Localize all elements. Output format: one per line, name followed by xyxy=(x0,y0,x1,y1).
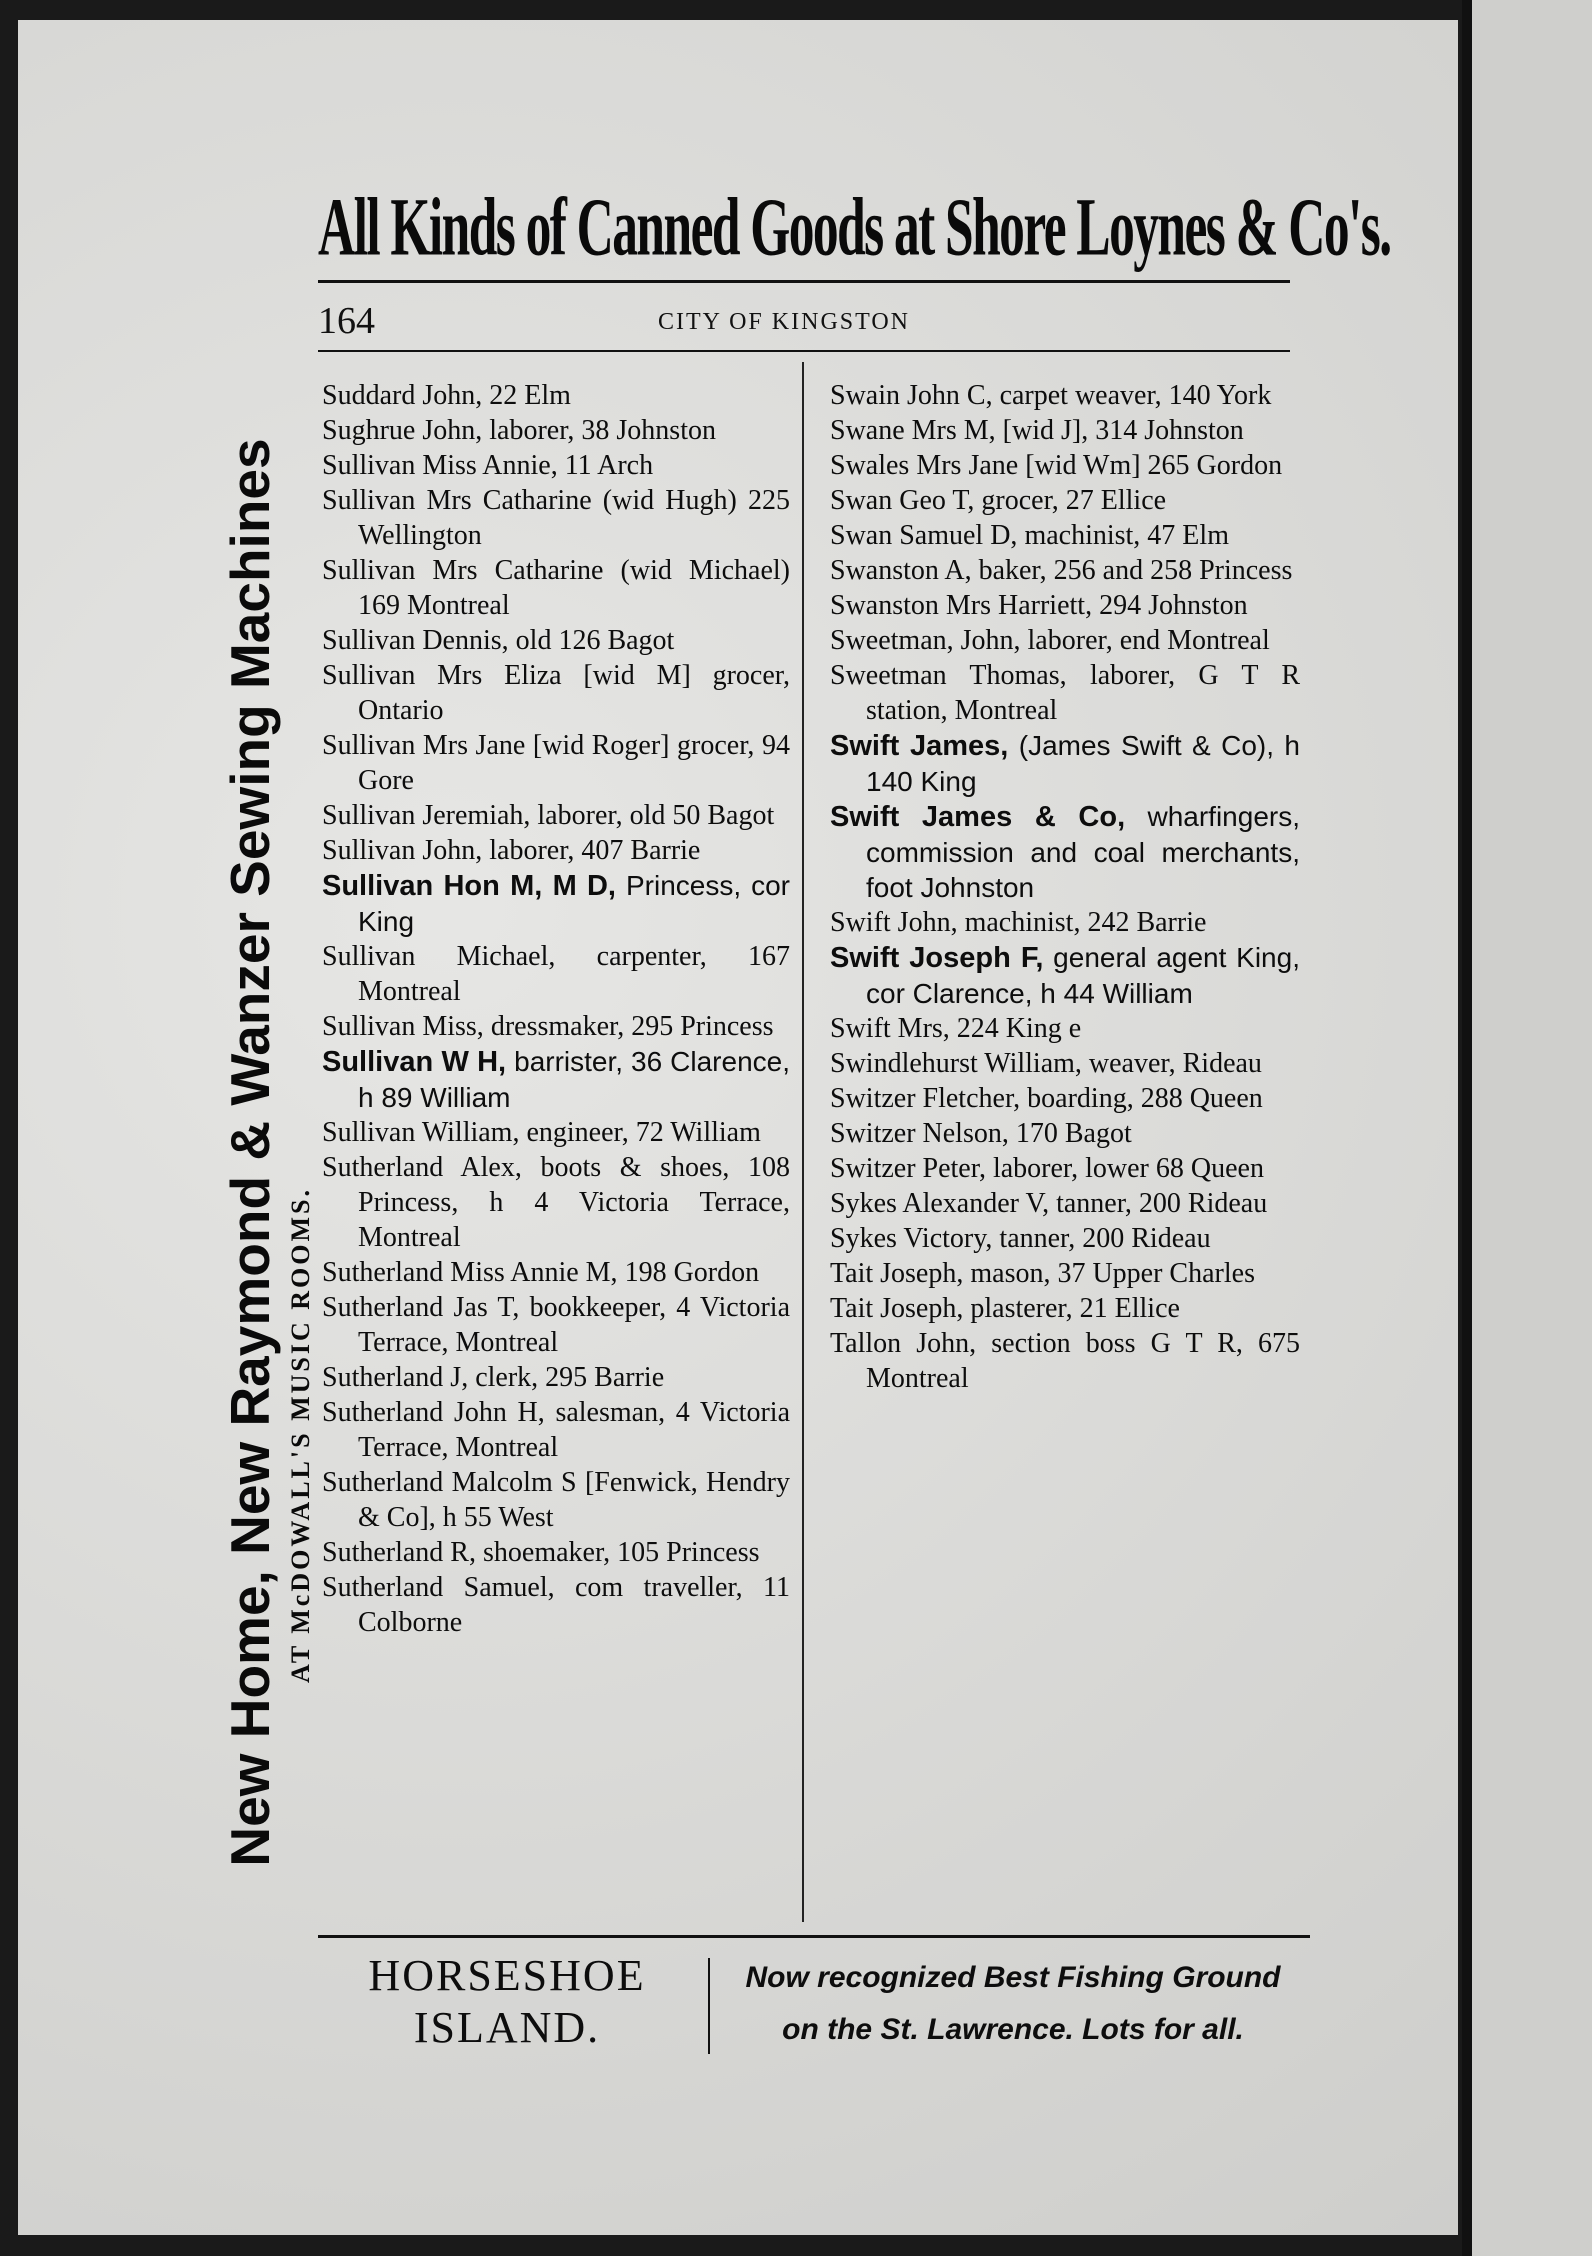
entry-detail: barrister, 36 Clarence, h 89 William xyxy=(358,1046,791,1113)
directory-entry xyxy=(830,483,1300,518)
directory-entry xyxy=(322,798,790,833)
entry-name: Swift Joseph F, xyxy=(830,942,1044,974)
entry-name: Suddard John, xyxy=(322,380,483,411)
entry-name: Sutherland Jas T, xyxy=(322,1292,520,1323)
entry-name: Swanston A, xyxy=(830,555,972,586)
entry-name: Sweetman, John, xyxy=(830,625,1021,656)
entry-detail: plasterer, 21 Ellice xyxy=(963,1293,1180,1324)
directory-entry xyxy=(830,1011,1300,1046)
entry-detail: [wid Wm] 265 Gordon xyxy=(1018,450,1283,481)
banner-rule xyxy=(318,280,1290,283)
directory-entry xyxy=(322,1150,790,1255)
directory-entry xyxy=(322,1290,790,1360)
entry-detail: shoemaker, 105 Princess xyxy=(476,1537,760,1568)
entry-detail: boarding, 288 Queen xyxy=(1020,1083,1263,1114)
directory-entry xyxy=(830,940,1300,1011)
footer-right-line1: Now recognized Best Fishing Ground xyxy=(745,1961,1281,1994)
directory-entry xyxy=(830,518,1300,553)
directory-entry xyxy=(322,483,790,553)
directory-entry xyxy=(322,1395,790,1465)
entry-name: Sweetman Thomas, xyxy=(830,660,1067,691)
entry-name: Sullivan Mrs Jane xyxy=(322,730,526,761)
entry-name: Sullivan Miss Annie, xyxy=(322,450,558,481)
footer-left-line2: ISLAND. xyxy=(413,2003,601,2052)
entry-name: Swales Mrs Jane xyxy=(830,450,1019,481)
entry-name: Sullivan William, xyxy=(322,1117,520,1148)
page-gutter xyxy=(1462,0,1472,2256)
entry-detail: wharfingers, commission and coal merchants, foot Johnston xyxy=(866,801,1300,903)
entry-detail: laborer, 38 Johnston xyxy=(482,415,716,446)
entry-name: Sutherland Miss Annie M, xyxy=(322,1257,618,1288)
entry-name: Sykes Victory, xyxy=(830,1223,993,1254)
directory-entry xyxy=(830,1046,1300,1081)
entry-detail: old 126 Bagot xyxy=(508,625,675,656)
directory-entry xyxy=(830,413,1300,448)
entry-detail: laborer, lower 68 Queen xyxy=(985,1153,1264,1184)
running-title: CITY OF KINGSTON xyxy=(658,309,911,335)
entry-name: Tallon John, xyxy=(830,1328,977,1359)
directory-entry xyxy=(322,623,790,658)
entry-name: Sutherland Samuel, xyxy=(322,1572,555,1603)
entry-detail: section boss G T R, 675 Montreal xyxy=(866,1328,1300,1394)
entry-detail: 170 Bagot xyxy=(1008,1118,1132,1149)
entry-name: Switzer Fletcher, xyxy=(830,1083,1021,1114)
entry-detail: clerk, 295 Barrie xyxy=(468,1362,665,1393)
directory-entry xyxy=(830,658,1300,728)
directory-entry xyxy=(322,1360,790,1395)
entry-detail: mason, 37 Upper Charles xyxy=(963,1258,1255,1289)
directory-entry xyxy=(322,553,790,623)
side-ad-main-text: New Home, New Raymond & Wanzer Sewing Machines xyxy=(219,438,281,1867)
directory-entry xyxy=(322,378,790,413)
entry-detail: [wid J], 314 Johnston xyxy=(995,415,1244,446)
directory-entry xyxy=(830,623,1300,658)
directory-entry xyxy=(830,1151,1300,1186)
directory-entry xyxy=(322,658,790,728)
entry-detail: grocer, 27 Ellice xyxy=(974,485,1167,516)
footer-left-ad xyxy=(318,1950,696,2060)
entry-detail: (wid Hugh) 225 Wellington xyxy=(358,485,791,551)
header-rule xyxy=(318,350,1290,352)
entry-name: Sullivan Mrs Eliza xyxy=(322,660,562,691)
directory-entry xyxy=(830,1256,1300,1291)
entry-detail: [Fenwick, Hendry & Co], h 55 West xyxy=(358,1467,790,1533)
directory-entry xyxy=(322,1465,790,1535)
entry-name: Sutherland J, xyxy=(322,1362,469,1393)
entry-name: Sullivan Michael, xyxy=(322,941,556,972)
directory-entry xyxy=(830,553,1300,588)
entry-detail: (wid Michael) 169 Montreal xyxy=(358,555,790,621)
entry-name: Sughrue John, xyxy=(322,415,483,446)
entry-detail: 294 Johnston xyxy=(1092,590,1248,621)
page-number: 164 xyxy=(318,300,375,342)
directory-entry xyxy=(322,1115,790,1150)
entry-detail: laborer, G T R station, Montreal xyxy=(866,660,1300,726)
footer-rule xyxy=(318,1935,1310,1938)
entry-name: Sullivan Dennis, xyxy=(322,625,509,656)
directory-entry xyxy=(322,1255,790,1290)
directory-entry xyxy=(830,378,1300,413)
entry-detail: carpet weaver, 140 York xyxy=(992,380,1272,411)
footer-right-line2: on the St. Lawrence. Lots for all. xyxy=(782,2013,1244,2046)
footer-left-line1: HORSESHOE xyxy=(368,1951,646,2000)
entry-detail: machinist, 47 Elm xyxy=(1017,520,1229,551)
entry-detail: tanner, 200 Rideau xyxy=(992,1223,1211,1254)
entry-name: Switzer Peter, xyxy=(830,1153,986,1184)
entry-detail: dressmaker, 295 Princess xyxy=(483,1011,774,1042)
entry-name: Tait Joseph, xyxy=(830,1293,964,1324)
entry-detail: 224 King e xyxy=(949,1013,1082,1044)
entry-detail: boots & shoes, 108 Princess, h 4 Victoria Terrace, Montreal xyxy=(358,1152,790,1253)
right-column xyxy=(830,378,1300,1396)
left-column xyxy=(322,378,790,1640)
entry-detail: [wid Roger] grocer, 94 Gore xyxy=(358,730,790,796)
column-divider xyxy=(802,362,804,1922)
entry-name: Swift Mrs, xyxy=(830,1013,950,1044)
entry-name: Swift John, xyxy=(830,907,958,938)
directory-entry xyxy=(322,1044,790,1115)
entry-detail: (James Swift & Co), h 140 King xyxy=(866,730,1301,797)
directory-entry xyxy=(322,1535,790,1570)
entry-name: Sykes Alexander V, xyxy=(830,1188,1050,1219)
entry-detail: laborer, old 50 Bagot xyxy=(530,800,775,831)
directory-entry xyxy=(830,728,1300,799)
top-advertisement-banner: All Kinds of Canned Goods at Shore Loynes & Co's. xyxy=(318,181,1391,273)
entry-detail: com traveller, 11 Colborne xyxy=(358,1572,790,1638)
directory-entry xyxy=(830,448,1300,483)
directory-entry xyxy=(830,905,1300,940)
entry-detail: general agent King, cor Clarence, h 44 William xyxy=(866,942,1300,1009)
entry-detail: 11 Arch xyxy=(557,450,654,481)
directory-entry xyxy=(322,939,790,1009)
entry-name: Swindlehurst William, xyxy=(830,1048,1082,1079)
side-ad-subtext: AT McDOWALL'S MUSIC ROOMS. xyxy=(286,1187,315,1683)
entry-name: Sullivan Mrs Catharine xyxy=(322,485,592,516)
entry-name: Swain John C, xyxy=(830,380,993,411)
entry-detail: weaver, Rideau xyxy=(1081,1048,1262,1079)
side-advertisement xyxy=(215,365,335,1940)
directory-entry xyxy=(830,1291,1300,1326)
directory-entry xyxy=(322,448,790,483)
entry-detail: laborer, end Montreal xyxy=(1020,625,1270,656)
entry-detail: baker, 256 and 258 Princess xyxy=(971,555,1293,586)
entry-name: Sutherland Malcolm S xyxy=(322,1467,577,1498)
directory-entry xyxy=(322,728,790,798)
entry-detail: 22 Elm xyxy=(482,380,571,411)
directory-entry xyxy=(322,413,790,448)
directory-entry xyxy=(830,1081,1300,1116)
directory-entry xyxy=(830,1221,1300,1256)
entry-name: Swift James, xyxy=(830,730,1009,762)
entry-name: Swan Samuel D, xyxy=(830,520,1018,551)
entry-detail: carpenter, 167 Montreal xyxy=(358,941,790,1007)
directory-entry xyxy=(322,868,790,939)
entry-name: Sutherland R, xyxy=(322,1537,476,1568)
adjacent-page-edge xyxy=(1462,0,1592,2256)
entry-detail: Princess, cor King xyxy=(358,870,790,937)
directory-entry xyxy=(322,833,790,868)
entry-name: Swan Geo T, xyxy=(830,485,975,516)
entry-detail: salesman, 4 Victoria Terrace, Montreal xyxy=(358,1397,790,1463)
entry-name: Sutherland John H, xyxy=(322,1397,545,1428)
entry-detail: 198 Gordon xyxy=(617,1257,760,1288)
directory-entry xyxy=(830,1326,1300,1396)
directory-entry xyxy=(322,1009,790,1044)
entry-detail: machinist, 242 Barrie xyxy=(957,907,1207,938)
directory-entry xyxy=(830,1186,1300,1221)
entry-name: Swanston Mrs Harriett, xyxy=(830,590,1093,621)
entry-name: Tait Joseph, xyxy=(830,1258,964,1289)
entry-name: Sullivan Miss, xyxy=(322,1011,484,1042)
running-head xyxy=(318,296,1290,346)
entry-name: Swift James & Co, xyxy=(830,801,1126,833)
entry-name: Sullivan W H, xyxy=(322,1046,507,1078)
directory-entry xyxy=(830,588,1300,623)
entry-name: Sullivan Hon M, M D, xyxy=(322,870,616,902)
footer-divider xyxy=(708,1958,710,2054)
entry-name: Switzer Nelson, xyxy=(830,1118,1009,1149)
entry-name: Swane Mrs M, xyxy=(830,415,996,446)
entry-name: Sullivan Mrs Catharine xyxy=(322,555,604,586)
directory-entry xyxy=(322,1570,790,1640)
directory-entry xyxy=(830,1116,1300,1151)
entry-name: Sutherland Alex, xyxy=(322,1152,522,1183)
entry-name: Sullivan John, xyxy=(322,835,483,866)
entry-name: Sullivan Jeremiah, xyxy=(322,800,531,831)
footer-right-ad xyxy=(718,1952,1308,2062)
directory-entry xyxy=(830,799,1300,905)
entry-detail: laborer, 407 Barrie xyxy=(482,835,701,866)
entry-detail: bookkeeper, 4 Victoria Terrace, Montreal xyxy=(358,1292,790,1358)
entry-detail: tanner, 200 Rideau xyxy=(1049,1188,1268,1219)
entry-detail: [wid M] grocer, Ontario xyxy=(358,660,790,726)
entry-detail: engineer, 72 William xyxy=(519,1117,761,1148)
